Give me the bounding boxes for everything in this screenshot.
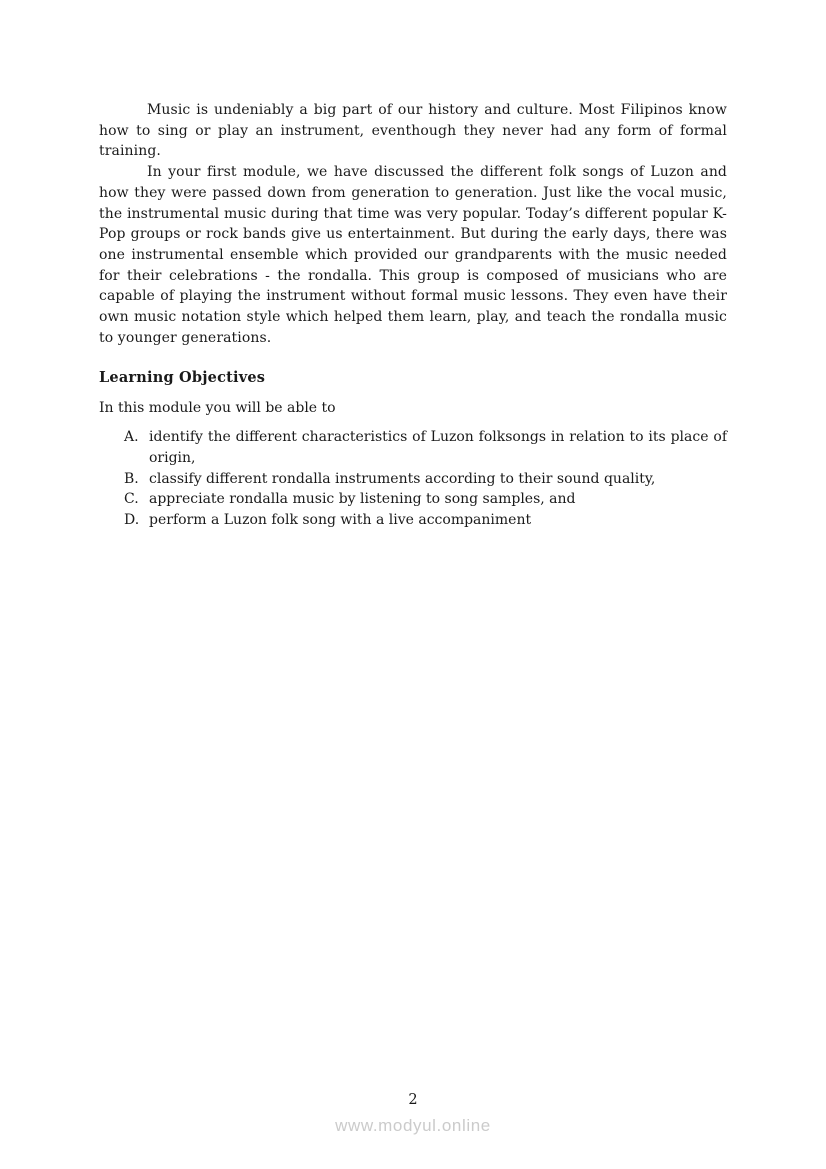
list-item-text: appreciate rondalla music by listening to song samples, and [149, 491, 576, 508]
page-footer [0, 1091, 826, 1136]
objectives-intro-text: In this module you will be able to [99, 400, 336, 417]
list-item-text: classify different rondalla instruments according to their sound quality, [149, 470, 656, 487]
list-marker: B. [124, 470, 139, 487]
list-item [99, 510, 727, 531]
paragraph-rondalla: In your first module, we have discussed the different folk songs of Luzon and how they were passed down from generation to generation. Just like the vocal music, the instrumental music during that time was very popular. Today’s different popular K- Pop groups or rock bands give us entertainment. But during the early days, there was one instrumental ensemble which provided our grandparents with the music needed for their celebrations - the rondalla. This group is composed of musicians who are capable of playing the instrument without formal music lessons. They even have their own music notation style which helped them learn, play, and teach the rondalla music to younger generations. [99, 164, 727, 346]
paragraph-intro-music: Music is undeniably a big part of our history and culture. Most Filipinos know how to sing or play an instrument, eventhough they never had any form of formal training. [99, 102, 727, 160]
watermark: www.modyul.online [335, 1116, 491, 1135]
list-marker: C. [124, 491, 139, 508]
page-number: 2 [408, 1092, 418, 1108]
list-item [99, 469, 727, 490]
learning-objectives-heading: Learning Objectives [99, 369, 266, 387]
page-content [99, 100, 727, 531]
list-item [99, 489, 727, 510]
list-marker: A. [124, 429, 139, 446]
objectives-list [99, 427, 727, 531]
list-item-text: perform a Luzon folk song with a live accompaniment [149, 511, 532, 528]
list-item [99, 427, 727, 468]
list-marker: D. [124, 511, 140, 528]
list-item-text: identify the different characteristics of Luzon folksongs in relation to its place of origin, [149, 429, 727, 466]
